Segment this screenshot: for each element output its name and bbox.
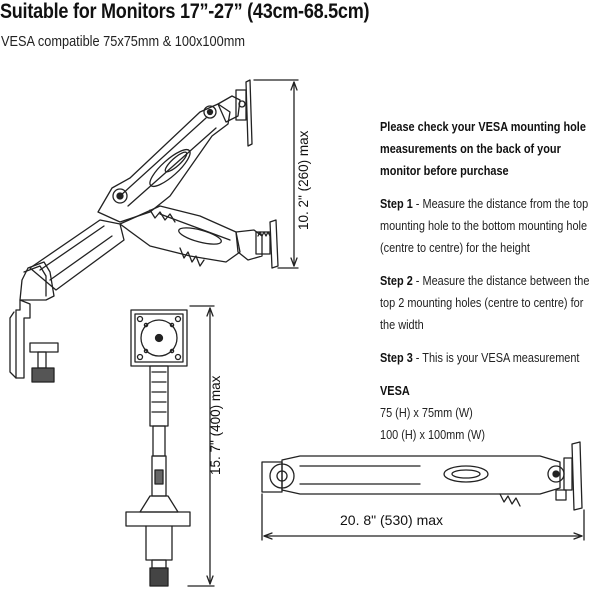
step-3 (380, 347, 590, 369)
page-title: Suitable for Monitors 17”-27” (43cm-68.5cm) (0, 0, 370, 23)
step-2 (380, 270, 590, 336)
vertical-height-dimension-label: 15. 7" (400) max (208, 375, 223, 475)
arm-perspective-view (10, 80, 298, 382)
step-1-label: Step 1 (380, 196, 413, 211)
horizontal-length-dimension-label: 20. 8" (530) max (340, 512, 444, 528)
instructions-heading: Please check your VESA mounting hole measurements on the back of your monitor before purchase (380, 119, 586, 178)
arm-front-view (126, 306, 214, 586)
step-1 (380, 193, 590, 259)
extended-height-dimension-label: 10. 2" (260) max (296, 130, 311, 230)
vesa-title: VESA (380, 383, 410, 398)
vesa-size-75: 75 (H) x 75mm (W) (380, 405, 473, 420)
step-3-text: - This is your VESA measurement (412, 350, 580, 365)
vesa-instructions (380, 116, 590, 457)
vesa-size-100: 100 (H) x 100mm (W) (380, 427, 485, 442)
vesa-sizes (380, 380, 590, 446)
step-3-label: Step 3 (380, 350, 413, 365)
step-2-text: - Measure the distance between the top 2 mounting holes (centre to centre) for the width (380, 273, 590, 332)
step-2-label: Step 2 (380, 273, 413, 288)
step-1-text: - Measure the distance from the top mounting hole to the bottom mounting hole (centre to centre) for the height (380, 196, 589, 255)
vesa-compatibility-subtitle: VESA compatible 75x75mm & 100x100mm (1, 34, 245, 50)
